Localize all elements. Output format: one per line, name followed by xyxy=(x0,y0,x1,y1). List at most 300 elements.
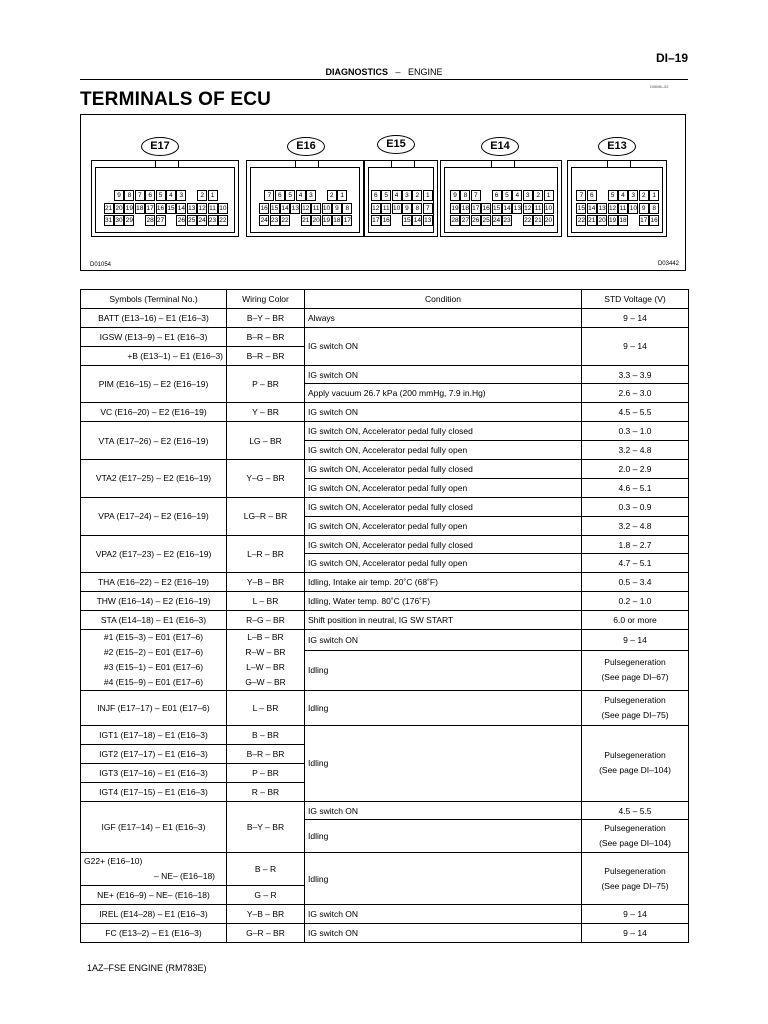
voltage-cell: 1.8 – 2.7 xyxy=(582,535,689,554)
terminal-pin: 21 xyxy=(302,217,310,224)
terminal-pin: 26 xyxy=(177,217,185,224)
terminal-pin: 1 xyxy=(649,190,659,201)
pin-row xyxy=(576,203,659,214)
terminal-pin: 20 xyxy=(115,204,123,212)
condition-cell: Idling, Water temp. 80˚C (176˚F) xyxy=(305,592,582,611)
symbol-line: #1 (E15–3) – E01 (E17–6) xyxy=(103,632,204,643)
terminal-pin: 16 xyxy=(650,217,658,224)
connector-label: E15 xyxy=(377,135,415,154)
terminal-pin: 10 xyxy=(219,204,227,212)
terminal-pin: 27 xyxy=(156,217,165,224)
terminal-pin: 14 xyxy=(177,204,185,212)
color-line: L–B – BR xyxy=(247,632,284,643)
ecu-connector-diagram xyxy=(80,114,686,271)
condition-cell: IG switch ON, Accelerator pedal fully open xyxy=(305,516,582,535)
connector-label: E13 xyxy=(598,137,636,156)
terminal-pin: 29 xyxy=(125,217,133,224)
pin-row xyxy=(450,190,554,201)
pin-row xyxy=(259,215,353,226)
terminal-pin: 17 xyxy=(372,217,380,224)
condition-cell: IG switch ON, Accelerator pedal fully closed xyxy=(305,422,582,441)
terminal-pin: 12 xyxy=(302,204,310,212)
pin-row xyxy=(450,203,554,214)
terminal-pin: 23 xyxy=(503,217,511,224)
condition-cell: Apply vacuum 26.7 kPa (200 mmHg, 7.9 in.Hg) xyxy=(305,384,582,403)
terminal-pin: 19 xyxy=(322,217,331,224)
condition-cell: Shift position in neutral, IG SW START xyxy=(305,611,582,630)
column-header: STD Voltage (V) xyxy=(582,290,689,309)
terminal-pin: 23 xyxy=(270,217,279,224)
wiring-color-cell: P – BR xyxy=(227,763,305,782)
terminal-pin: 8 xyxy=(460,190,470,201)
table-row xyxy=(81,460,689,479)
condition-cell: IG switch ON, Accelerator pedal fully open xyxy=(305,554,582,573)
symbol-cell: THA (E16–22) – E2 (E16–19) xyxy=(81,573,227,592)
subsection-name: ENGINE xyxy=(408,67,443,77)
table-row xyxy=(81,422,689,441)
terminal-pin: 11 xyxy=(382,204,390,212)
pin-gap xyxy=(187,190,197,201)
connector-lock-tab xyxy=(155,160,179,168)
voltage-cell: 0.3 – 0.9 xyxy=(582,497,689,516)
terminal-pin: 4 xyxy=(296,190,306,201)
symbol-cell: IREL (E14–28) – E1 (E16–3) xyxy=(81,905,227,924)
terminal-pin: 1 xyxy=(337,190,347,201)
terminal-pin: 25 xyxy=(482,217,490,224)
wiring-color-cell: B–Y – BR xyxy=(227,308,305,327)
terminal-pin: 10 xyxy=(322,204,331,212)
symbol-line: #2 (E15–2) – E01 (E17–6) xyxy=(103,647,204,658)
terminal-pin: 6 xyxy=(492,190,502,201)
condition-cell: IG switch ON, Accelerator pedal fully closed xyxy=(305,460,582,479)
table-row xyxy=(81,535,689,554)
connector-housing xyxy=(91,160,239,237)
pin-row xyxy=(576,215,659,226)
terminal-pin: 30 xyxy=(115,217,123,224)
symbol-line: G22+ (E16–10) xyxy=(84,856,143,867)
voltage-cell: 3.2 – 4.8 xyxy=(582,441,689,460)
wiring-color-cell: LG – BR xyxy=(227,422,305,460)
terminal-pin: 18 xyxy=(619,217,627,224)
condition-cell: IG switch ON xyxy=(305,365,582,384)
voltage-line: (See page DI–104) xyxy=(599,765,671,776)
terminal-pin: 11 xyxy=(312,204,320,212)
condition-cell: IG switch ON, Accelerator pedal fully closed xyxy=(305,535,582,554)
pin-row xyxy=(371,203,433,214)
pin-row xyxy=(264,190,347,201)
voltage-cell xyxy=(582,691,689,726)
terminal-pin: 6 xyxy=(275,190,285,201)
color-line: G–W – BR xyxy=(245,677,286,688)
terminal-pin: 3 xyxy=(523,190,533,201)
terminal-pin: 28 xyxy=(146,217,154,224)
symbol-cell: VTA (E17–26) – E2 (E16–19) xyxy=(81,422,227,460)
wiring-color-cell: L – BR xyxy=(227,592,305,611)
wiring-color-cell: Y–G – BR xyxy=(227,460,305,498)
condition-cell: IG switch ON xyxy=(305,403,582,422)
terminal-pin: 2 xyxy=(533,190,543,201)
header-dash: – xyxy=(395,67,401,77)
symbol-cell: VPA (E17–24) – E2 (E16–19) xyxy=(81,497,227,535)
symbol-cell: FC (E13–2) – E1 (E16–3) xyxy=(81,924,227,943)
terminal-pin: 13 xyxy=(598,204,606,212)
terminal-pin: 16 xyxy=(156,204,165,212)
symbol-cell: +B (E13–1) – E1 (E16–3) xyxy=(81,346,227,365)
terminal-pin: 24 xyxy=(492,217,501,224)
voltage-cell: 4.5 – 5.5 xyxy=(582,801,689,820)
terminal-pin: 4 xyxy=(392,190,402,201)
page-footer: 1AZ–FSE ENGINE (RM783E) xyxy=(87,963,207,973)
table-row xyxy=(81,905,689,924)
figure-code-right: D03442 xyxy=(657,261,679,267)
condition-cell: Idling xyxy=(305,853,582,905)
symbol-cell: IGF (E17–14) – E1 (E16–3) xyxy=(81,801,227,853)
terminal-pin: 27 xyxy=(461,217,469,224)
terminal-pin: 11 xyxy=(534,204,542,212)
wiring-color-cell: L–R – BR xyxy=(227,535,305,573)
pin-row xyxy=(371,190,433,201)
condition-cell: IG switch ON xyxy=(305,924,582,943)
terminal-pin: 1 xyxy=(544,190,554,201)
connector-housing xyxy=(246,160,364,237)
terminal-pin: 12 xyxy=(524,204,532,212)
voltage-line: (See page DI–104) xyxy=(599,838,671,849)
symbol-cell: IGT4 (E17–15) – E1 (E16–3) xyxy=(81,782,227,801)
terminal-pin: 5 xyxy=(381,190,391,201)
terminal-pin: 2 xyxy=(197,190,207,201)
symbol-cell: IGT2 (E17–17) – E1 (E16–3) xyxy=(81,744,227,763)
pin-row xyxy=(114,190,218,201)
connector-housing xyxy=(440,160,562,237)
wiring-color-cell: B–R – BR xyxy=(227,744,305,763)
terminal-pin: 26 xyxy=(472,217,480,224)
condition-cell: Idling xyxy=(305,726,582,802)
pin-gap xyxy=(316,190,326,201)
symbol-line: #3 (E15–1) – E01 (E17–6) xyxy=(103,662,204,673)
table-row xyxy=(81,403,689,422)
terminal-pin: 15 xyxy=(492,204,501,212)
symbol-cell: VTA2 (E17–25) – E2 (E16–19) xyxy=(81,460,227,498)
condition-cell: Idling xyxy=(305,820,582,853)
terminal-pin: 24 xyxy=(260,217,268,224)
symbol-cell: NE+ (E16–9) – NE– (E16–18) xyxy=(81,886,227,905)
voltage-line: Pulsegeneration xyxy=(604,657,666,668)
voltage-cell: 2.6 – 3.0 xyxy=(582,384,689,403)
condition-cell: IG switch ON xyxy=(305,801,582,820)
pin-gap xyxy=(290,215,300,226)
symbol-cell: VPA2 (E17–23) – E2 (E16–19) xyxy=(81,535,227,573)
voltage-line: Pulsegeneration xyxy=(604,823,666,834)
color-line: R–W – BR xyxy=(245,647,286,658)
condition-cell: IG switch ON, Accelerator pedal fully closed xyxy=(305,497,582,516)
connector-housing xyxy=(364,160,438,237)
terminal-pin: 20 xyxy=(598,217,606,224)
terminal-pin: 13 xyxy=(291,204,299,212)
condition-cell: Idling xyxy=(305,650,582,690)
terminal-pin: 14 xyxy=(503,204,511,212)
terminal-pin: 14 xyxy=(413,217,421,224)
color-line: L–W – BR xyxy=(246,662,285,673)
symbol-cell: IGT3 (E17–16) – E1 (E16–3) xyxy=(81,763,227,782)
terminal-pin: 9 xyxy=(639,203,649,214)
pin-row xyxy=(104,215,229,226)
terminal-pin: 4 xyxy=(166,190,176,201)
terminal-pin: 2 xyxy=(327,190,337,201)
terminal-pin: 14 xyxy=(281,204,289,212)
pin-row xyxy=(259,203,353,214)
symbol-cell xyxy=(81,630,227,691)
table-row xyxy=(81,573,689,592)
terminal-pin: 20 xyxy=(312,217,320,224)
voltage-line: Pulsegeneration xyxy=(604,695,666,706)
wiring-color-cell: G–R – BR xyxy=(227,924,305,943)
wiring-color-cell: B–Y – BR xyxy=(227,801,305,853)
symbol-cell: IGT1 (E17–18) – E1 (E16–3) xyxy=(81,726,227,745)
terminal-pin: 31 xyxy=(104,217,113,224)
terminals-table xyxy=(80,289,689,943)
terminal-pin: 5 xyxy=(156,190,166,201)
terminal-pin: 9 xyxy=(114,190,124,201)
voltage-cell: 0.3 – 1.0 xyxy=(582,422,689,441)
terminal-pin: 3 xyxy=(306,190,316,201)
connector-label: E17 xyxy=(141,137,179,156)
wiring-color-cell: B – R xyxy=(227,853,305,886)
terminal-pin: 18 xyxy=(461,204,469,212)
connector-lock-tab xyxy=(607,160,631,168)
pin-row xyxy=(576,190,659,201)
terminal-pin: 24 xyxy=(198,217,206,224)
terminal-pin: 21 xyxy=(534,217,542,224)
connector-lock-tab xyxy=(391,160,415,168)
voltage-line: Pulsegeneration xyxy=(604,750,666,761)
pin-gap xyxy=(481,190,491,201)
terminal-pin: 17 xyxy=(343,217,351,224)
terminal-pin: 12 xyxy=(608,204,617,212)
condition-cell: Idling xyxy=(305,691,582,726)
wiring-color-cell: B–R – BR xyxy=(227,327,305,346)
terminal-pin: 12 xyxy=(372,204,380,212)
condition-cell: Always xyxy=(305,308,582,327)
voltage-cell: 2.0 – 2.9 xyxy=(582,460,689,479)
terminal-pin: 23 xyxy=(208,217,217,224)
terminal-pin: 8 xyxy=(649,203,659,214)
terminal-pin: 25 xyxy=(188,217,196,224)
terminal-pin: 17 xyxy=(146,204,154,212)
voltage-cell xyxy=(582,726,689,802)
terminal-pin: 4 xyxy=(618,190,628,201)
terminal-pin: 7 xyxy=(423,203,433,214)
wiring-color-cell: G – R xyxy=(227,886,305,905)
pin-gap xyxy=(135,215,145,226)
voltage-cell: 9 – 14 xyxy=(582,327,689,365)
condition-cell: IG switch ON, Accelerator pedal fully open xyxy=(305,478,582,497)
terminal-pin: 19 xyxy=(451,204,459,212)
wiring-color-cell: Y – BR xyxy=(227,403,305,422)
terminal-pin: 17 xyxy=(640,217,648,224)
terminal-pin: 10 xyxy=(629,204,637,212)
table-row xyxy=(81,726,689,745)
connector-label: E14 xyxy=(481,137,519,156)
connector-lock-tab xyxy=(491,160,515,168)
terminal-pin: 15 xyxy=(577,204,585,212)
voltage-line: (See page DI–75) xyxy=(601,880,669,891)
pin-row xyxy=(450,215,554,226)
terminal-pin: 18 xyxy=(333,217,341,224)
column-header: Condition xyxy=(305,290,582,309)
terminal-pin: 2 xyxy=(639,190,649,201)
terminal-pin: 6 xyxy=(587,190,597,201)
terminal-pin: 21 xyxy=(588,217,596,224)
terminal-pin: 6 xyxy=(145,190,155,201)
table-row xyxy=(81,327,689,346)
terminal-pin: 13 xyxy=(513,204,521,212)
symbol-line: #4 (E15–9) – E01 (E17–6) xyxy=(103,677,204,688)
terminal-pin: 8 xyxy=(412,203,422,214)
table-row xyxy=(81,611,689,630)
voltage-cell: 4.7 – 5.1 xyxy=(582,554,689,573)
terminal-pin: 16 xyxy=(382,217,390,224)
symbol-line: – NE– (E16–18) xyxy=(154,871,215,882)
terminal-pin: 22 xyxy=(524,217,532,224)
pin-gap xyxy=(392,215,402,226)
terminal-pin: 9 xyxy=(402,203,412,214)
table-row xyxy=(81,592,689,611)
column-header: Wiring Color xyxy=(227,290,305,309)
symbol-cell: THW (E16–14) – E2 (E16–19) xyxy=(81,592,227,611)
terminal-pin: 15 xyxy=(167,204,175,212)
terminal-pin: 7 xyxy=(264,190,274,201)
terminal-pin: 3 xyxy=(628,190,638,201)
terminal-pin: 17 xyxy=(472,204,480,212)
table-row xyxy=(81,853,689,886)
table-row xyxy=(81,365,689,384)
terminal-pin: 16 xyxy=(482,204,490,212)
terminal-pin: 21 xyxy=(104,204,113,212)
terminal-pin: 10 xyxy=(544,204,553,212)
terminal-pin: 5 xyxy=(502,190,512,201)
terminal-pin: 5 xyxy=(608,190,618,201)
voltage-cell: 0.5 – 3.4 xyxy=(582,573,689,592)
running-header xyxy=(80,67,688,77)
terminal-pin: 15 xyxy=(270,204,279,212)
terminal-pin: 3 xyxy=(176,190,186,201)
symbol-cell xyxy=(81,853,227,886)
section-name: DIAGNOSTICS xyxy=(325,67,388,77)
connector-lock-tab xyxy=(295,160,319,168)
table-row xyxy=(81,691,689,726)
terminal-pin: 15 xyxy=(403,217,411,224)
page-title: TERMINALS OF ECU xyxy=(80,89,272,110)
terminal-pin: 18 xyxy=(136,204,144,212)
table-header-row xyxy=(81,290,689,309)
voltage-cell: 9 – 14 xyxy=(582,924,689,943)
pin-row xyxy=(104,203,229,214)
document-code: DI5M6–02 xyxy=(650,84,669,89)
symbol-cell: STA (E14–18) – E1 (E16–3) xyxy=(81,611,227,630)
terminal-pin: 16 xyxy=(260,204,268,212)
connector-label: E16 xyxy=(287,137,325,156)
terminal-pin: 28 xyxy=(451,217,459,224)
pin-row xyxy=(371,215,433,226)
pin-gap xyxy=(628,215,638,226)
voltage-cell: 4.5 – 5.5 xyxy=(582,403,689,422)
table-row xyxy=(81,801,689,820)
terminal-pin: 22 xyxy=(281,217,289,224)
symbol-cell: PIM (E16–15) – E2 (E16–19) xyxy=(81,365,227,403)
pin-gap xyxy=(166,215,176,226)
condition-cell: IG switch ON xyxy=(305,327,582,365)
symbol-cell: IGSW (E13–9) – E1 (E16–3) xyxy=(81,327,227,346)
wiring-color-cell: B – BR xyxy=(227,726,305,745)
terminal-pin: 6 xyxy=(371,190,381,201)
terminal-pin: 12 xyxy=(198,204,206,212)
terminal-pin: 7 xyxy=(135,190,145,201)
wiring-color-cell: L – BR xyxy=(227,691,305,726)
voltage-line: (See page DI–75) xyxy=(601,710,669,721)
terminal-pin: 7 xyxy=(576,190,586,201)
terminal-pin: 19 xyxy=(608,217,617,224)
terminal-pin: 3 xyxy=(402,190,412,201)
wiring-color-cell: P – BR xyxy=(227,365,305,403)
voltage-cell: 9 – 14 xyxy=(582,630,689,651)
pin-gap xyxy=(597,190,607,201)
condition-cell: IG switch ON xyxy=(305,630,582,651)
column-header: Symbols (Terminal No.) xyxy=(81,290,227,309)
condition-cell: IG switch ON, Accelerator pedal fully open xyxy=(305,441,582,460)
terminal-pin: 22 xyxy=(219,217,227,224)
terminal-pin: 1 xyxy=(208,190,218,201)
voltage-cell xyxy=(582,650,689,690)
figure-code-left: D01054 xyxy=(90,262,112,268)
terminal-pin: 13 xyxy=(424,217,432,224)
symbol-cell: INJF (E17–17) – E01 (E17–6) xyxy=(81,691,227,726)
voltage-cell xyxy=(582,853,689,905)
terminal-pin: 5 xyxy=(285,190,295,201)
terminal-pin: 22 xyxy=(577,217,585,224)
wiring-color-cell: R – BR xyxy=(227,782,305,801)
voltage-line: Pulsegeneration xyxy=(604,865,666,876)
terminal-pin: 19 xyxy=(125,204,133,212)
terminal-pin: 4 xyxy=(512,190,522,201)
voltage-cell: 0.2 – 1.0 xyxy=(582,592,689,611)
condition-cell: Idling, Intake air temp. 20˚C (68˚F) xyxy=(305,573,582,592)
terminal-pin: 20 xyxy=(544,217,553,224)
symbol-cell: BATT (E13–16) – E1 (E16–3) xyxy=(81,308,227,327)
symbol-cell: VC (E16–20) – E2 (E16–19) xyxy=(81,403,227,422)
header-rule xyxy=(80,79,688,80)
wiring-color-cell: Y–B – BR xyxy=(227,573,305,592)
terminal-pin: 9 xyxy=(450,190,460,201)
wiring-color-cell: R–G – BR xyxy=(227,611,305,630)
terminal-pin: 2 xyxy=(412,190,422,201)
terminal-pin: 8 xyxy=(342,203,352,214)
terminal-pin: 14 xyxy=(588,204,596,212)
voltage-cell: 6.0 or more xyxy=(582,611,689,630)
voltage-line: (See page DI–67) xyxy=(601,672,669,683)
voltage-cell: 9 – 14 xyxy=(582,308,689,327)
voltage-cell: 3.2 – 4.8 xyxy=(582,516,689,535)
table-row xyxy=(81,308,689,327)
voltage-cell: 3.3 – 3.9 xyxy=(582,365,689,384)
page-number: DI–19 xyxy=(655,51,688,65)
terminal-pin: 10 xyxy=(392,204,401,212)
wiring-color-cell: Y–B – BR xyxy=(227,905,305,924)
terminal-pin: 11 xyxy=(209,204,216,212)
terminal-pin: 7 xyxy=(471,190,481,201)
table-row xyxy=(81,497,689,516)
table-row xyxy=(81,924,689,943)
wiring-color-cell: B–R – BR xyxy=(227,346,305,365)
